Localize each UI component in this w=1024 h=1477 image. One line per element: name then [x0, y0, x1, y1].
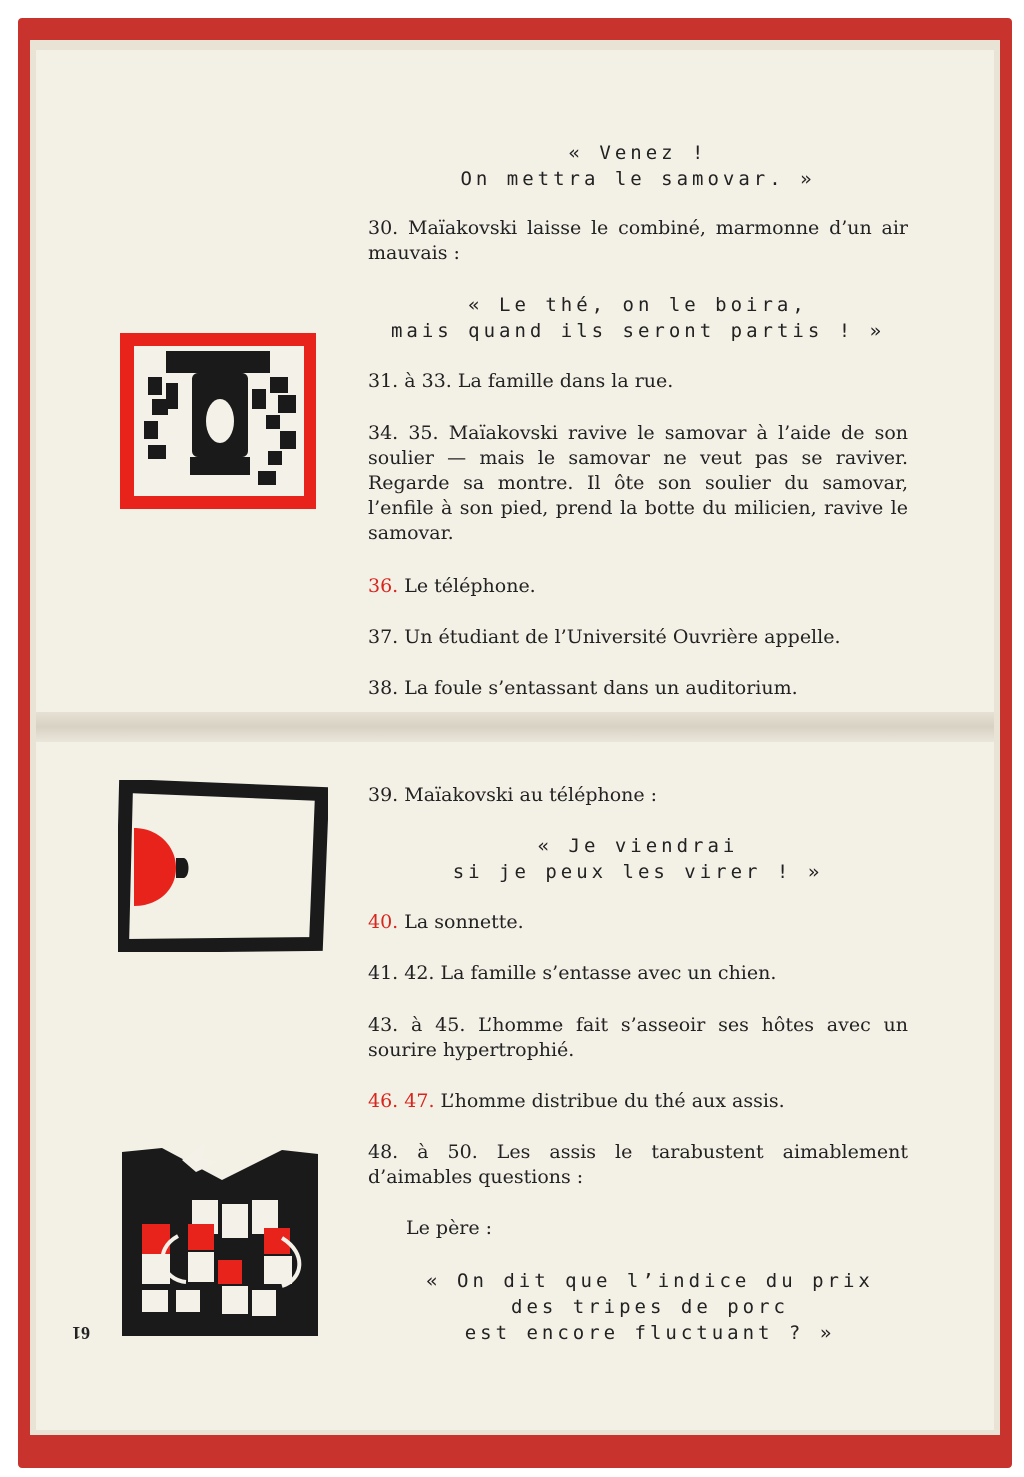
quote-line: est encore fluctuant ? » — [464, 1322, 836, 1344]
list-item-31 — [368, 369, 908, 394]
item-number: 37. — [368, 626, 399, 648]
item-text: La sonnette. — [404, 911, 524, 933]
list-item-46 — [368, 1089, 908, 1114]
list-item-40 — [368, 910, 908, 935]
item-text: Maïakovski ravive le samovar à l’aide de son soulier — mais le samovar ne veut pas se raviver. Regarde sa montre. Il ôte son soulier du samovar, l’enfile à son pied, prend la botte du milicien, ravive le samovar. — [368, 422, 908, 544]
list-item-36 — [368, 574, 908, 599]
item-text: à 45. L’homme fait s’asseoir ses hôtes avec un sourire hypertrophié. — [368, 1014, 908, 1061]
item-number: 43. — [368, 1014, 399, 1036]
item-text: Un étudiant de l’Université Ouvrière appelle. — [404, 626, 841, 648]
quote-the — [368, 292, 908, 344]
item-number: 38. — [368, 677, 399, 699]
quote-line: « Le thé, on le boira, — [468, 294, 808, 316]
quote-line: des tripes de porc — [511, 1296, 789, 1318]
item-number: 46. — [368, 1090, 399, 1112]
quote-line: si je peux les virer ! » — [452, 861, 824, 883]
item-text: à 33. La famille dans la rue. — [404, 370, 674, 392]
list-item-39 — [368, 783, 908, 808]
quote-line: On mettra le samovar. » — [460, 168, 816, 190]
quote-line: « Venez ! — [568, 142, 708, 164]
item-number: 41. 42. — [368, 962, 435, 984]
speaker-label: Le père : — [406, 1217, 493, 1239]
quote-line: « On dit que l’indice du prix — [426, 1270, 874, 1292]
family-illustration — [122, 1140, 318, 1336]
list-item-37 — [368, 625, 908, 650]
list-item-30 — [368, 216, 908, 266]
item-number: 39. — [368, 784, 399, 806]
samovar-illustration — [120, 333, 316, 509]
item-number: 34. 35. — [368, 422, 439, 444]
item-number: 40. — [368, 911, 399, 933]
item-number: 36. — [368, 575, 399, 597]
list-item-43 — [368, 1013, 908, 1063]
page-fold — [36, 712, 994, 742]
list-item-41 — [368, 961, 908, 986]
item-text: à 50. Les assis le tarabustent aimablement d’aimables questions : — [368, 1141, 908, 1188]
item-text: Maïakovski laisse le combiné, marmonne d’un air mauvais : — [368, 217, 908, 264]
item-number: 30. — [368, 217, 399, 239]
telephone-illustration — [118, 780, 328, 952]
item-text: La foule s’entassant dans un auditorium. — [404, 677, 798, 699]
list-item-38 — [368, 676, 908, 701]
item-text: La famille s’entasse avec un chien. — [440, 962, 777, 984]
page-number: 61 — [72, 1323, 90, 1343]
item-number: 31. — [368, 370, 399, 392]
quote-line: mais quand ils seront partis ! » — [390, 320, 886, 342]
list-item-34 — [368, 421, 908, 546]
quote-indice — [380, 1268, 920, 1346]
item-text: Le téléphone. — [404, 575, 536, 597]
item-text: L’homme distribue du thé aux assis. — [440, 1090, 785, 1112]
list-item-48 — [368, 1140, 908, 1190]
quote-line: « Je viendrai — [537, 835, 739, 857]
quote-je-viendrai — [368, 833, 908, 885]
item-number: 47. — [404, 1090, 435, 1112]
item-text: Maïakovski au téléphone : — [404, 784, 658, 806]
item-number: 48. — [368, 1141, 399, 1163]
quote-venez — [368, 140, 908, 192]
